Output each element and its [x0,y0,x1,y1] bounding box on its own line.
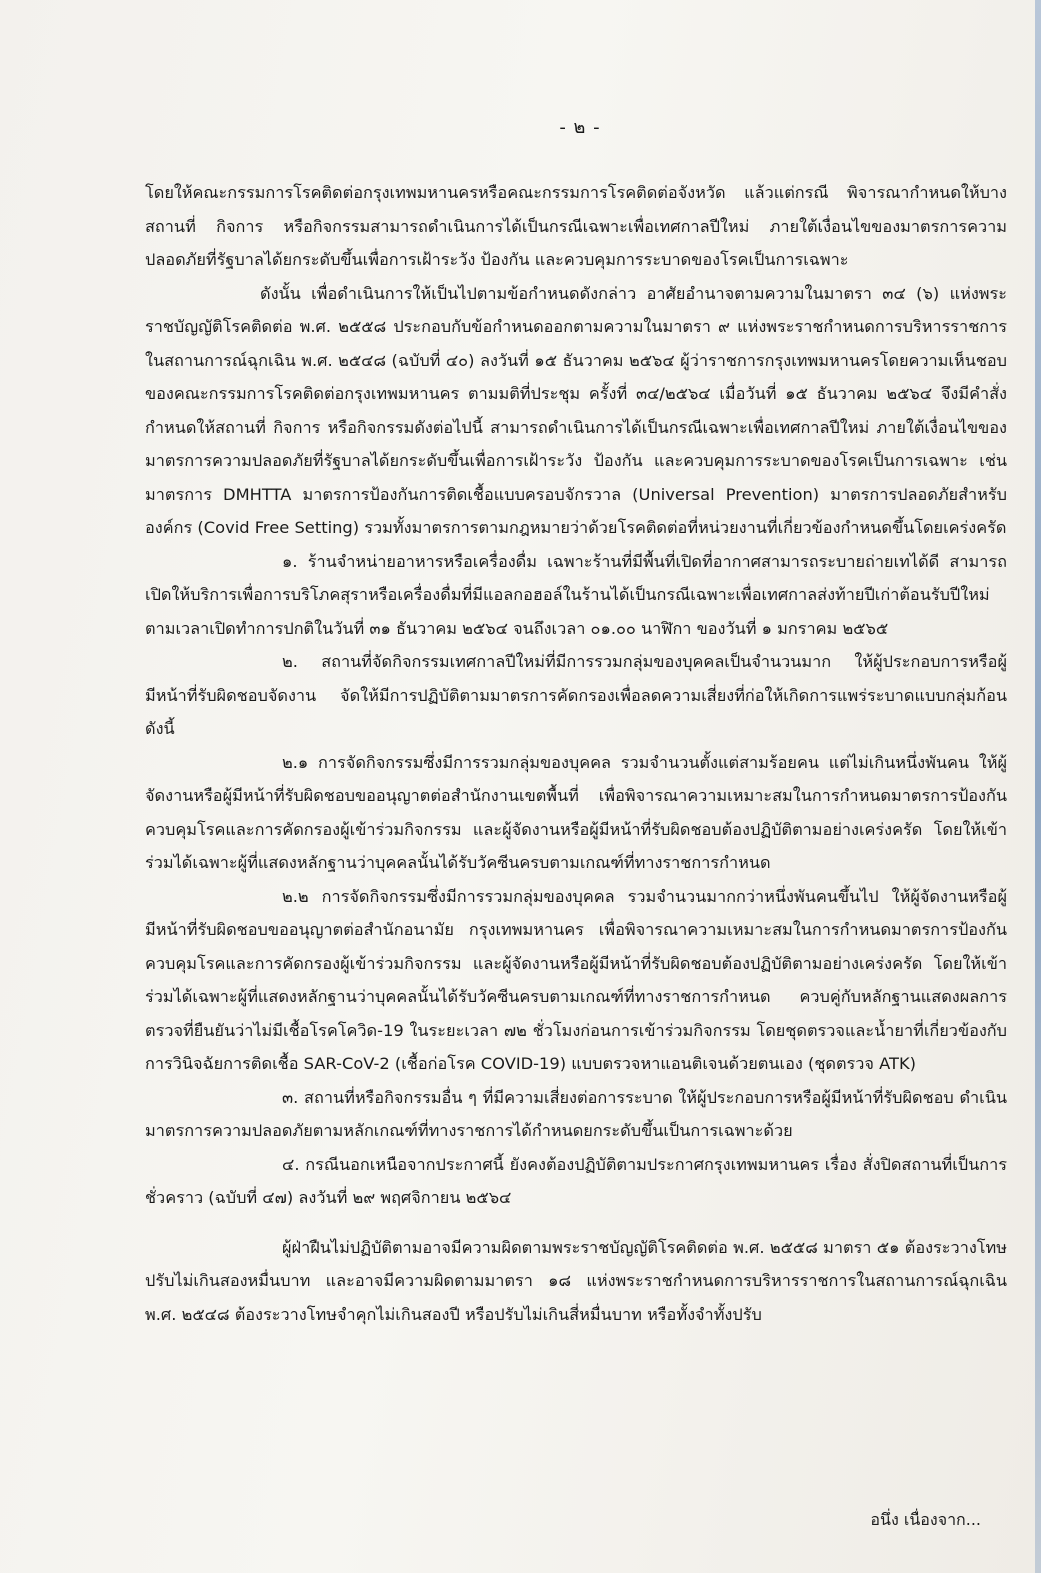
page-edge [1035,0,1041,1573]
paragraph-item-3: ๓. สถานที่หรือกิจกรรมอื่น ๆ ที่มีความเสี่ยงต่อการระบาด ให้ผู้ประกอบการหรือผู้มีหน้าที่รับผิดชอบ ดำเนินมาตรการความปลอดภัยตามหลักเกณฑ์ที่ทางราชการได้กำหนดยกระดับขึ้นเป็นการเฉพาะด้วย [145,1087,1007,1140]
document-body [145,176,1007,1331]
paragraph-authority: ดังนั้น เพื่อดำเนินการให้เป็นไปตามข้อกำหนดดังกล่าว อาศัยอำนาจตามความในมาตรา ๓๔ (๖) แห่งพระราชบัญญัติโรคติดต่อ พ.ศ. ๒๕๕๘ ประกอบกับข้อกำหนดออกตามความในมาตรา ๙ แห่งพระราชกำหนดการบริหารราชการในสถานการณ์ฉุกเฉิน พ.ศ. ๒๕๔๘ (ฉบับที่ ๔๐) ลงวันที่ ๑๕ ธันวาคม ๒๕๖๔ ผู้ว่าราชการกรุงเทพมหานครโดยความเห็นชอบของคณะกรรมการโรคติดต่อกรุงเทพมหานคร ตามมติที่ประชุม ครั้งที่ ๓๔/๒๕๖๔ เมื่อวันที่ ๑๕ ธันวาคม ๒๕๖๔ จึงมีคำสั่งกำหนดให้สถานที่ กิจการ หรือกิจกรรมดังต่อไปนี้ สามารถดำเนินการได้เป็นกรณีเฉพาะเพื่อเทศกาลปีใหม่ ภายใต้เงื่อนไขของมาตรการความปลอดภัยที่รัฐบาลได้ยกระดับขึ้นเพื่อการเฝ้าระวัง ป้องกัน และควบคุมการระบาดของโรคเป็นการเฉพาะ เช่น มาตรการ DMHTTA มาตรการป้องกันการติดเชื้อแบบครอบจักรวาล (Universal Prevention) มาตรการปลอดภัยสำหรับองค์กร (Covid Free Setting) รวมทั้งมาตรการตามกฎหมายว่าด้วยโรคติดต่อที่หน่วยงานที่เกี่ยวข้องกำหนดขึ้นโดยเคร่งครัด [145,283,1007,537]
paragraph-item-2-2: ๒.๒ การจัดกิจกรรมซึ่งมีการรวมกลุ่มของบุคคล รวมจำนวนมากกว่าหนึ่งพันคนขึ้นไป ให้ผู้จัดงานหรือผู้มีหน้าที่รับผิดชอบขออนุญาตต่อสำนักอนามัย กรุงเทพมหานคร เพื่อพิจารณาความเหมาะสมในการกำหนดมาตรการป้องกันควบคุมโรคและการคัดกรองผู้เข้าร่วมกิจกรรม และผู้จัดงานหรือผู้มีหน้าที่รับผิดชอบต้องปฏิบัติตามอย่างเคร่งครัด โดยให้เข้าร่วมได้เฉพาะผู้ที่แสดงหลักฐานว่าบุคคลนั้นได้รับวัคซีนครบตามเกณฑ์ที่ทางราชการกำหนด ควบคู่กับหลักฐานแสดงผลการตรวจที่ยืนยันว่าไม่มีเชื้อโรคโควิด-19 ในระยะเวลา ๗๒ ชั่วโมงก่อนการเข้าร่วมกิจกรรม โดยชุดตรวจและน้ำยาที่เกี่ยวข้องกับการวินิจฉัยการติดเชื้อ SAR-CoV-2 (เชื้อก่อโรค COVID-19) แบบตรวจหาแอนติเจนด้วยตนเอง (ชุดตรวจ ATK) [145,886,1007,1073]
paragraph-intro: โดยให้คณะกรรมการโรคติดต่อกรุงเทพมหานครหรือคณะกรรมการโรคติดต่อจังหวัด แล้วแต่กรณี พิจารณากำหนดให้บางสถานที่ กิจการ หรือกิจกรรมสามารถดำเนินการได้เป็นกรณีเฉพาะเพื่อเทศกาลปีใหม่ ภายใต้เงื่อนไขของมาตรการความปลอดภัยที่รัฐบาลได้ยกระดับขึ้นเพื่อการเฝ้าระวัง ป้องกัน และควบคุมการระบาดของโรคเป็นการเฉพาะ [145,183,1007,269]
paragraph-item-1: ๑. ร้านจำหน่ายอาหารหรือเครื่องดื่ม เฉพาะร้านที่มีพื้นที่เปิดที่อากาศสามารถระบายถ่ายเทได้ดี สามารถเปิดให้บริการเพื่อการบริโภคสุราหรือเครื่องดื่มที่มีแอลกอฮอล์ในร้านได้เป็นกรณีเฉพาะเพื่อเทศกาลส่งท้ายปีเก่าต้อนรับปีใหม่ ตามเวลาเปิดทำการปกติในวันที่ ๓๑ ธันวาคม ๒๕๖๔ จนถึงเวลา ๐๑.๐๐ นาฬิกา ของวันที่ ๑ มกราคม ๒๕๖๕ [145,551,1007,638]
paragraph-item-2: ๒. สถานที่จัดกิจกรรมเทศกาลปีใหม่ที่มีการรวมกลุ่มของบุคคลเป็นจำนวนมาก ให้ผู้ประกอบการหรือผู้มีหน้าที่รับผิดชอบจัดงาน จัดให้มีการปฏิบัติตามมาตรการคัดกรองเพื่อลดความเสี่ยงที่ก่อให้เกิดการแพร่ระบาดแบบกลุ่มก้อน ดังนี้ [145,652,1007,738]
page-number: - ๒ - [559,117,601,138]
paragraph-penalty: ผู้ฝ่าฝืนไม่ปฏิบัติตามอาจมีความผิดตามพระราชบัญญัติโรคติดต่อ พ.ศ. ๒๕๕๘ มาตรา ๕๑ ต้องระวางโทษปรับไม่เกินสองหมื่นบาท และอาจมีความผิดตามมาตรา ๑๘ แห่งพระราชกำหนดการบริหารราชการในสถานการณ์ฉุกเฉิน พ.ศ. ๒๕๔๘ ต้องระวางโทษจำคุกไม่เกินสองปี หรือปรับไม่เกินสี่หมื่นบาท หรือทั้งจำทั้งปรับ [145,1237,1007,1324]
paragraph-item-2-1: ๒.๑ การจัดกิจกรรมซึ่งมีการรวมกลุ่มของบุคคล รวมจำนวนตั้งแต่สามร้อยคน แต่ไม่เกินหนึ่งพันคน ให้ผู้จัดงานหรือผู้มีหน้าที่รับผิดชอบขออนุญาตต่อสำนักงานเขตพื้นที่ เพื่อพิจารณาความเหมาะสมในการกำหนดมาตรการป้องกันควบคุมโรคและการคัดกรองผู้เข้าร่วมกิจกรรม และผู้จัดงานหรือผู้มีหน้าที่รับผิดชอบต้องปฏิบัติตามอย่างเคร่งครัด โดยให้เข้าร่วมได้เฉพาะผู้ที่แสดงหลักฐานว่าบุคคลนั้นได้รับวัคซีนครบตามเกณฑ์ที่ทางราชการกำหนด [145,752,1007,872]
paragraph-item-4: ๔. กรณีนอกเหนือจากประกาศนี้ ยังคงต้องปฏิบัติตามประกาศกรุงเทพมหานคร เรื่อง สั่งปิดสถานที่เป็นการชั่วคราว (ฉบับที่ ๔๗) ลงวันที่ ๒๙ พฤศจิกายน ๒๕๖๔ [145,1154,1007,1207]
continuation-note: อนึ่ง เนื่องจาก... [870,1510,981,1529]
